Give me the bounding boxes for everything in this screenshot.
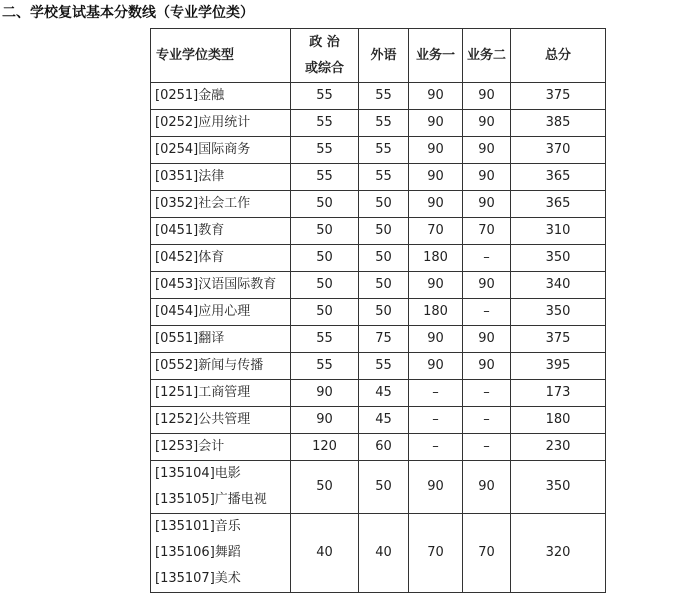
cell-type [151, 137, 291, 164]
cell-subject2: – [463, 380, 511, 407]
cell-type-line: [0351]法律 [155, 169, 225, 184]
cell-foreign: 55 [359, 110, 409, 137]
cell-total: 320 [511, 514, 606, 593]
cell-foreign: 55 [359, 137, 409, 164]
cell-politics: 55 [291, 353, 359, 380]
cell-foreign: 75 [359, 326, 409, 353]
table-row [151, 245, 606, 272]
cell-subject1: 70 [409, 514, 463, 593]
table-row [151, 272, 606, 299]
table-row [151, 137, 606, 164]
cell-foreign: 55 [359, 353, 409, 380]
cell-total: 350 [511, 299, 606, 326]
cell-subject1: 90 [409, 83, 463, 110]
cell-type [151, 407, 291, 434]
cell-type-line: [0452]体育 [155, 250, 225, 265]
cell-politics: 55 [291, 110, 359, 137]
cell-subject2: – [463, 434, 511, 461]
header-subject2: 业务二 [463, 29, 511, 83]
cell-total: 365 [511, 191, 606, 218]
cell-type-line: [0454]应用心理 [155, 304, 251, 319]
header-foreign: 外语 [359, 29, 409, 83]
cell-total: 365 [511, 164, 606, 191]
cell-type-line: [1252]公共管理 [155, 412, 251, 427]
cell-subject1: 90 [409, 272, 463, 299]
table-row [151, 407, 606, 434]
header-politics [291, 29, 359, 83]
cell-type [151, 353, 291, 380]
header-total: 总分 [511, 29, 606, 83]
cell-politics: 50 [291, 245, 359, 272]
cell-type-line: [0252]应用统计 [155, 115, 251, 130]
table-row [151, 326, 606, 353]
table-body [151, 83, 606, 593]
cell-politics: 50 [291, 299, 359, 326]
cell-type-line: [0254]国际商务 [155, 142, 251, 157]
table-row [151, 218, 606, 245]
cell-type [151, 380, 291, 407]
cell-type-line: [0352]社会工作 [155, 196, 251, 211]
cell-total: 180 [511, 407, 606, 434]
cell-subject1: 70 [409, 218, 463, 245]
header-type: 专业学位类型 [151, 29, 291, 83]
cell-type [151, 326, 291, 353]
cell-subject2: 90 [463, 164, 511, 191]
cell-subject2: 90 [463, 461, 511, 514]
cell-type-line: [0551]翻译 [155, 331, 225, 346]
cell-politics: 90 [291, 380, 359, 407]
table-row [151, 110, 606, 137]
header-subject1: 业务一 [409, 29, 463, 83]
cell-foreign: 55 [359, 164, 409, 191]
table-row [151, 380, 606, 407]
cell-subject2: 90 [463, 326, 511, 353]
table-row [151, 514, 606, 593]
cell-type [151, 164, 291, 191]
cell-foreign: 40 [359, 514, 409, 593]
table-row [151, 353, 606, 380]
cell-type [151, 245, 291, 272]
cell-foreign: 50 [359, 191, 409, 218]
cell-type-line: [135104]电影 [155, 466, 241, 481]
cell-politics: 50 [291, 272, 359, 299]
cell-subject1: 90 [409, 353, 463, 380]
cell-total: 375 [511, 83, 606, 110]
table-row [151, 461, 606, 514]
cell-type [151, 272, 291, 299]
cell-politics: 50 [291, 191, 359, 218]
cell-politics: 55 [291, 83, 359, 110]
cell-type [151, 191, 291, 218]
cell-subject1: – [409, 434, 463, 461]
cell-type [151, 218, 291, 245]
cell-subject2: 70 [463, 514, 511, 593]
cell-type [151, 461, 291, 514]
cell-subject2: 90 [463, 110, 511, 137]
cell-type-line: [0453]汉语国际教育 [155, 277, 277, 292]
table-row [151, 299, 606, 326]
cell-foreign: 60 [359, 434, 409, 461]
cell-total: 340 [511, 272, 606, 299]
cell-type-line: [1251]工商管理 [155, 385, 251, 400]
cell-foreign: 45 [359, 407, 409, 434]
cell-total: 370 [511, 137, 606, 164]
cell-subject1: 90 [409, 326, 463, 353]
cell-subject2: 90 [463, 137, 511, 164]
cell-subject1: – [409, 407, 463, 434]
section-heading: 二、学校复试基本分数线（专业学位类） [2, 5, 254, 21]
cell-subject2: 90 [463, 191, 511, 218]
cell-politics: 120 [291, 434, 359, 461]
cell-foreign: 50 [359, 461, 409, 514]
cell-type-line: [135106]舞蹈 [155, 545, 241, 560]
cell-total: 350 [511, 461, 606, 514]
cell-politics: 55 [291, 326, 359, 353]
cell-type [151, 514, 291, 593]
cell-subject2: – [463, 407, 511, 434]
cell-politics: 50 [291, 461, 359, 514]
table-row [151, 83, 606, 110]
cell-type [151, 434, 291, 461]
cell-total: 173 [511, 380, 606, 407]
cell-type-line: [0552]新闻与传播 [155, 358, 264, 373]
cell-type-line: [135107]美术 [155, 571, 241, 586]
cell-foreign: 50 [359, 245, 409, 272]
cell-subject1: 90 [409, 191, 463, 218]
cell-type [151, 83, 291, 110]
cell-subject1: 90 [409, 110, 463, 137]
cell-subject1: 180 [409, 245, 463, 272]
cell-subject1: 90 [409, 137, 463, 164]
cell-foreign: 45 [359, 380, 409, 407]
cell-total: 375 [511, 326, 606, 353]
cell-politics: 40 [291, 514, 359, 593]
cell-subject1: 90 [409, 461, 463, 514]
cell-subject2: 70 [463, 218, 511, 245]
header-row [151, 29, 606, 83]
cell-subject1: – [409, 380, 463, 407]
cell-type [151, 110, 291, 137]
cell-foreign: 50 [359, 272, 409, 299]
cell-politics: 90 [291, 407, 359, 434]
cell-politics: 55 [291, 137, 359, 164]
cell-type-line: [1253]会计 [155, 439, 225, 454]
cell-total: 385 [511, 110, 606, 137]
header-politics-line2: 或综合 [304, 60, 344, 76]
cell-subject1: 180 [409, 299, 463, 326]
cell-total: 230 [511, 434, 606, 461]
cell-subject1: 90 [409, 164, 463, 191]
cell-foreign: 55 [359, 83, 409, 110]
cell-subject2: 90 [463, 353, 511, 380]
cell-subject2: 90 [463, 272, 511, 299]
cell-subject2: – [463, 299, 511, 326]
cell-subject2: 90 [463, 83, 511, 110]
score-table [150, 28, 606, 593]
cell-type [151, 299, 291, 326]
table-row [151, 191, 606, 218]
cell-type-line: [135101]音乐 [155, 519, 241, 534]
cell-politics: 50 [291, 218, 359, 245]
header-politics-line1: 政 治 [309, 34, 340, 50]
cell-total: 310 [511, 218, 606, 245]
cell-type-line: [0251]金融 [155, 88, 225, 103]
cell-type-line: [135105]广播电视 [155, 492, 267, 507]
cell-total: 350 [511, 245, 606, 272]
table-row [151, 434, 606, 461]
cell-type-line: [0451]教育 [155, 223, 225, 238]
table-row [151, 164, 606, 191]
cell-subject2: – [463, 245, 511, 272]
cell-foreign: 50 [359, 218, 409, 245]
cell-politics: 55 [291, 164, 359, 191]
cell-total: 395 [511, 353, 606, 380]
cell-foreign: 50 [359, 299, 409, 326]
